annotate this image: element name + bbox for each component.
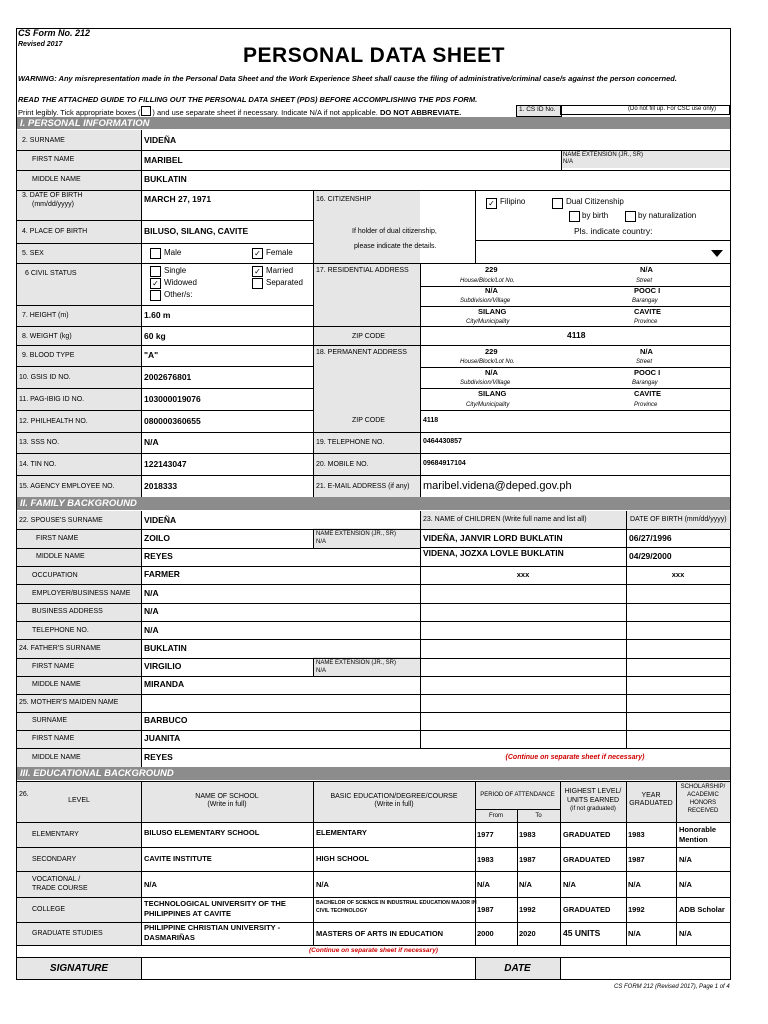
spouse-middle-name-label: MIDDLE NAME — [36, 553, 85, 560]
perm-street[interactable]: N/A — [640, 347, 653, 356]
print-legibly-part2: ) and use separate sheet if necessary. Indicate N/A if not applicable. — [152, 108, 378, 117]
dual-citizenship-label: Dual Citizenship — [566, 197, 624, 206]
father-first-name-value[interactable]: VIRGILIO — [144, 661, 182, 671]
mobile-value[interactable]: 09684917104 — [423, 460, 466, 467]
edu-school-graduate[interactable]: PHILIPPINE CHRISTIAN UNIVERSITY - — [144, 923, 281, 932]
occupation-label: OCCUPATION — [32, 572, 78, 579]
edu-level-college: COLLEGE — [32, 906, 66, 913]
telephone-label: 19. TELEPHONE NO. — [316, 439, 385, 446]
col-course-header: BASIC EDUCATION/DEGREE/COURSE — [330, 793, 458, 800]
education-continue-note: (Continue on separate sheet if necessary) — [309, 947, 438, 954]
res-street-caption: Street — [636, 278, 653, 284]
col-highest-header-3: (if not graduated) — [570, 806, 616, 812]
father-surname-value[interactable]: BUKLATIN — [144, 643, 187, 653]
edu-year-elementary[interactable]: 1983 — [628, 830, 645, 839]
edu-to-elementary[interactable]: 1983 — [519, 830, 536, 839]
edu-year-secondary[interactable]: 1987 — [628, 855, 645, 864]
form-number: CS Form No. 212 — [18, 28, 91, 38]
married-label: Married — [266, 266, 294, 275]
cs-id-label: 1. CS ID No. — [519, 106, 556, 113]
filipino-checkbox[interactable]: ✓ — [486, 198, 497, 209]
edu-to-college[interactable]: 1992 — [519, 905, 536, 914]
weight-value[interactable]: 60 kg — [144, 331, 166, 341]
father-middle-name-label: MIDDLE NAME — [32, 681, 81, 688]
father-name-ext-label: NAME EXTENSION (JR., SR) — [316, 660, 397, 666]
child-name-2[interactable]: VIDENA, JOZXA LOVLE BUKLATIN — [423, 548, 564, 558]
page-title: PERSONAL DATA SHEET — [243, 44, 505, 67]
mother-middle-name-value[interactable]: REYES — [144, 752, 173, 762]
edu-honors-graduate[interactable]: N/A — [679, 929, 692, 938]
mobile-label: 20. MOBILE NO. — [316, 461, 369, 468]
single-label: Single — [164, 266, 187, 275]
edu-honors-secondary[interactable]: N/A — [679, 855, 692, 864]
dob-value[interactable]: MARCH 27, 1971 — [144, 194, 212, 204]
res-street[interactable]: N/A — [640, 265, 653, 274]
res-province[interactable]: CAVITE — [634, 307, 661, 316]
surname-value[interactable]: VIDEÑA — [144, 135, 177, 145]
warning-text: WARNING: Any misrepresentation made in the Personal Data Sheet and the Work Experience Sheet shall cause the filing of administrative/criminal case/s against the person concerned. — [18, 74, 677, 83]
separated-checkbox[interactable] — [252, 278, 263, 289]
female-checkbox[interactable]: ✓ — [252, 248, 263, 259]
father-name-ext-value[interactable]: N/A — [316, 668, 327, 674]
pagibig-label: 11. PAG-IBIG ID NO. — [19, 396, 85, 403]
by-birth-checkbox[interactable] — [569, 211, 580, 222]
employer-value[interactable]: N/A — [144, 588, 159, 598]
child-dob-3[interactable]: xxx — [671, 570, 685, 579]
edu-to-secondary[interactable]: 1987 — [519, 855, 536, 864]
col-level-header: LEVEL — [68, 797, 90, 804]
res-city-caption: City/Municipality — [466, 319, 510, 325]
edu-from-college[interactable]: 1987 — [477, 905, 494, 914]
edu-course-secondary[interactable]: HIGH SCHOOL — [316, 854, 369, 863]
edu-honors-elementary[interactable]: Honorable — [679, 825, 717, 834]
tin-label: 14. TIN NO. — [19, 461, 57, 468]
indicate-country-label: Pls. indicate country: — [574, 226, 653, 236]
edu-year-vocational[interactable]: N/A — [628, 880, 641, 889]
child-name-3[interactable]: xxx — [516, 570, 530, 579]
edu-course-graduate[interactable]: MASTERS OF ARTS IN EDUCATION — [316, 929, 444, 938]
edu-course-elementary[interactable]: ELEMENTARY — [316, 828, 367, 837]
permanent-address-label: 18. PERMANENT ADDRESS — [316, 349, 407, 356]
business-address-value[interactable]: N/A — [144, 606, 159, 616]
edu-highest-secondary[interactable]: GRADUATED — [563, 855, 611, 864]
spouse-name-ext-value[interactable]: N/A — [316, 539, 327, 545]
tin-value[interactable]: 122143047 — [144, 459, 187, 469]
page-note: CS FORM 212 (Revised 2017), Page 1 of 4 — [614, 984, 730, 990]
filipino-label: Filipino — [500, 197, 526, 206]
spouse-middle-name-value[interactable]: REYES — [144, 551, 173, 561]
date-label: DATE — [504, 963, 531, 974]
blood-type-label: 9. BLOOD TYPE — [22, 352, 75, 359]
father-first-name-label: FIRST NAME — [32, 663, 75, 670]
section-title-education: III. EDUCATIONAL BACKGROUND — [20, 768, 174, 779]
col-honors-header-2: ACADEMIC — [687, 792, 719, 798]
male-checkbox[interactable] — [150, 248, 161, 259]
dual-citizenship-checkbox[interactable] — [552, 198, 563, 209]
others-checkbox[interactable] — [150, 290, 161, 301]
csc-use-note: (Do not fill up. For CSC use only) — [628, 106, 717, 112]
mother-surname-value[interactable]: BARBUCO — [144, 715, 188, 725]
col-from-header: From — [489, 813, 503, 819]
agency-no-value[interactable]: 2018333 — [144, 481, 178, 491]
civil-status-label: 6 CIVIL STATUS — [25, 270, 77, 277]
res-subdivision-caption: Subdivision/Village — [460, 298, 511, 304]
female-label: Female — [266, 248, 293, 257]
do-not-abbreviate: DO NOT ABBREVIATE. — [379, 108, 462, 117]
spouse-telephone-label: TELEPHONE NO. — [32, 627, 89, 634]
col-honors-header-3: HONORS — [689, 800, 717, 806]
col-school-subheader: (Write in full) — [207, 801, 247, 808]
read-guide-text: READ THE ATTACHED GUIDE TO FILLING OUT THE PERSONAL DATA SHEET (PDS) BEFORE ACCOMPLISHING THE PDS FORM. — [18, 95, 478, 104]
email-value[interactable]: maribel.videna@deped.gov.ph — [423, 480, 572, 492]
country-dropdown-chevron-icon[interactable] — [711, 250, 723, 257]
edu-level-secondary: SECONDARY — [32, 856, 77, 863]
sss-value[interactable]: N/A — [144, 437, 159, 447]
edu-level-vocational-2: TRADE COURSE — [32, 885, 88, 892]
perm-street-caption: Street — [636, 359, 653, 365]
blood-type-value[interactable]: "A" — [144, 350, 159, 360]
spouse-surname-label: 22. SPOUSE'S SURNAME — [19, 517, 103, 524]
weight-label: 8. WEIGHT (kg) — [22, 333, 72, 340]
spouse-first-name-value[interactable]: ZOILO — [144, 533, 170, 543]
single-checkbox[interactable] — [150, 266, 161, 277]
others-label: Other/s: — [164, 290, 193, 299]
child-dob-1[interactable]: 06/27/1996 — [629, 533, 672, 543]
dual-note-1: If holder of dual citizenship, — [352, 228, 437, 235]
middle-name-value[interactable]: BUKLATIN — [144, 174, 187, 184]
edu-honors-college[interactable]: ADB Scholar — [679, 905, 725, 914]
by-naturalization-checkbox[interactable] — [625, 211, 636, 222]
perm-city[interactable]: SILANG — [478, 389, 507, 398]
edu-year-graduate[interactable]: N/A — [628, 929, 641, 938]
edu-highest-elementary[interactable]: GRADUATED — [563, 830, 611, 839]
residential-address-label: 17. RESIDENTIAL ADDRESS — [316, 267, 409, 274]
edu-highest-college[interactable]: GRADUATED — [563, 905, 611, 914]
by-birth-label: by birth — [582, 211, 609, 220]
edu-from-graduate[interactable]: 2000 — [477, 929, 494, 938]
dual-note-2: please indicate the details. — [354, 243, 437, 250]
children-dob-header: DATE OF BIRTH (mm/dd/yyyy) — [630, 516, 727, 523]
dob-format: (mm/dd/yyyy) — [32, 201, 74, 208]
perm-subdivision-caption: Subdivision/Village — [460, 380, 511, 386]
edu-school-graduate-2[interactable]: DASMARIÑAS — [144, 933, 195, 942]
spouse-name-ext-label: NAME EXTENSION (JR., SR) — [316, 531, 397, 537]
widowed-label: Widowed — [164, 278, 197, 287]
edu-honors-elementary-2[interactable]: Mention — [679, 835, 708, 844]
business-address-label: BUSINESS ADDRESS — [32, 608, 103, 615]
col-period-header: PERIOD OF ATTENDANCE — [480, 792, 555, 798]
mother-first-name-label: FIRST NAME — [32, 735, 75, 742]
sex-label: 5. SEX — [22, 250, 44, 257]
col-school-header: NAME OF SCHOOL — [195, 793, 259, 800]
edu-course-college[interactable]: BACHELOR OF SCIENCE IN INDUSTRIAL EDUCATION MAJOR IN — [316, 900, 477, 906]
height-label: 7. HEIGHT (m) — [22, 312, 69, 319]
edu-to-vocational[interactable]: N/A — [519, 880, 532, 889]
philhealth-value[interactable]: 080000360655 — [144, 416, 201, 426]
edu-to-graduate[interactable]: 2020 — [519, 929, 536, 938]
gsis-label: 10. GSIS ID NO. — [19, 374, 71, 381]
pagibig-value[interactable]: 103000019076 — [144, 394, 201, 404]
signature-field[interactable] — [142, 958, 474, 979]
name-ext-value[interactable]: N/A — [563, 159, 574, 165]
first-name-value[interactable]: MARIBEL — [144, 155, 183, 165]
spouse-surname-value[interactable]: VIDEÑA — [144, 515, 177, 525]
col-to-header: To — [535, 813, 542, 819]
perm-barangay-caption: Barangay — [632, 380, 658, 386]
middle-name-label: MIDDLE NAME — [32, 176, 81, 183]
edu-from-vocational[interactable]: N/A — [477, 880, 490, 889]
res-subdivision[interactable]: N/A — [485, 286, 498, 295]
edu-level-vocational: VOCATIONAL / — [32, 876, 81, 883]
child-name-1[interactable]: VIDEÑA, JANVIR LORD BUKLATIN — [423, 533, 563, 543]
res-city[interactable]: SILANG — [478, 307, 507, 316]
mother-maiden-name-label: 25. MOTHER'S MAIDEN NAME — [19, 699, 119, 706]
col-highest-header-1: HIGHEST LEVEL/ — [564, 788, 622, 795]
edu-level-elementary: ELEMENTARY — [32, 831, 79, 838]
edu-school-college[interactable]: TECHNOLOGICAL UNIVERSITY OF THE — [144, 899, 286, 908]
gsis-value[interactable]: 2002676801 — [144, 372, 192, 382]
form-revision: Revised 2017 — [18, 41, 63, 48]
surname-label: 2. SURNAME — [22, 137, 65, 144]
res-province-caption: Province — [634, 319, 658, 325]
edu-course-college-2[interactable]: CIVIL TECHNOLOGY — [316, 908, 368, 914]
res-barangay[interactable]: POOC I — [634, 286, 661, 295]
col-honors-header-4: RECEIVED — [687, 808, 719, 814]
edu-from-secondary[interactable]: 1983 — [477, 855, 494, 864]
edu-course-vocational[interactable]: N/A — [316, 880, 329, 889]
perm-house[interactable]: 229 — [485, 347, 498, 356]
signature-label: SIGNATURE — [49, 963, 109, 974]
child-dob-2[interactable]: 04/29/2000 — [629, 551, 672, 561]
res-zip-value[interactable]: 4118 — [567, 330, 586, 340]
children-continue-note: (Continue on separate sheet if necessary) — [505, 754, 645, 761]
name-ext-label: NAME EXTENSION (JR., SR) — [563, 152, 644, 158]
citizenship-label: 16. CITIZENSHIP — [316, 196, 372, 203]
perm-subdivision[interactable]: N/A — [485, 368, 498, 377]
print-legibly-part1: Print legibly. Tick appropriate boxes ( — [18, 108, 141, 117]
philhealth-label: 12. PHILHEALTH NO. — [19, 418, 88, 425]
education-number: 26. — [19, 791, 29, 798]
section-title-personal: I. PERSONAL INFORMATION — [20, 118, 150, 129]
separated-label: Separated — [266, 278, 303, 287]
col-honors-header-1: SCHOLARSHIP/ — [680, 784, 726, 790]
mother-surname-label: SURNAME — [32, 717, 68, 724]
telephone-value[interactable]: 0464430857 — [423, 438, 462, 445]
widowed-checkbox[interactable]: ✓ — [150, 278, 161, 289]
col-year-header-2: GRADUATED — [629, 800, 673, 807]
married-checkbox[interactable]: ✓ — [252, 266, 263, 277]
perm-barangay[interactable]: POOC I — [634, 368, 661, 377]
res-house-caption: House/Block/Lot No. — [460, 278, 515, 284]
children-header: 23. NAME of CHILDREN (Write full name and list all) — [423, 516, 587, 523]
edu-highest-graduate[interactable]: 45 UNITS — [563, 928, 601, 938]
edu-year-college[interactable]: 1992 — [628, 905, 645, 914]
father-middle-name-value[interactable]: MIRANDA — [144, 679, 185, 689]
edu-highest-vocational[interactable]: N/A — [563, 880, 576, 889]
sss-label: 13. SSS NO. — [19, 439, 60, 446]
res-zip-label: ZIP CODE — [352, 333, 385, 340]
edu-level-graduate: GRADUATE STUDIES — [32, 930, 103, 937]
edu-honors-vocational[interactable]: N/A — [679, 880, 692, 889]
perm-zip-value[interactable]: 4118 — [423, 417, 439, 424]
first-name-label: FIRST NAME — [32, 156, 75, 163]
date-field[interactable] — [561, 958, 729, 979]
col-year-header-1: YEAR — [641, 792, 661, 799]
res-barangay-caption: Barangay — [632, 298, 658, 304]
perm-city-caption: City/Municipality — [466, 402, 510, 408]
mother-first-name-value[interactable]: JUANITA — [144, 733, 181, 743]
perm-province[interactable]: CAVITE — [634, 389, 661, 398]
perm-zip-label: ZIP CODE — [352, 417, 385, 424]
perm-province-caption: Province — [634, 402, 658, 408]
occupation-value[interactable]: FARMER — [144, 569, 180, 579]
edu-school-college-2[interactable]: PHILIPPINES AT CAVITE — [144, 909, 231, 918]
col-highest-header-2: UNITS EARNED — [566, 797, 620, 804]
edu-school-secondary[interactable]: CAVITE INSTITUTE — [144, 854, 212, 863]
col-course-subheader: (Write in full) — [374, 801, 414, 808]
dob-label: 3. DATE OF BIRTH — [22, 192, 83, 199]
spouse-first-name-label: FIRST NAME — [36, 535, 79, 542]
pob-value[interactable]: BILUSO, SILANG, CAVITE — [144, 226, 249, 236]
perm-house-caption: House/Block/Lot No. — [460, 359, 515, 365]
edu-school-elementary[interactable]: BILUSO ELEMENTARY SCHOOL — [144, 828, 260, 837]
spouse-telephone-value[interactable]: N/A — [144, 625, 159, 635]
res-house[interactable]: 229 — [485, 265, 498, 274]
height-value[interactable]: 1.60 m — [144, 310, 171, 320]
father-surname-label: 24. FATHER'S SURNAME — [19, 645, 101, 652]
male-label: Male — [164, 248, 182, 257]
pob-label: 4. PLACE OF BIRTH — [22, 228, 88, 235]
employer-label: EMPLOYER/BUSINESS NAME — [32, 590, 131, 597]
mother-middle-name-label: MIDDLE NAME — [32, 754, 81, 761]
section-title-family: II. FAMILY BACKGROUND — [20, 498, 137, 509]
by-naturalization-label: by naturalization — [638, 211, 697, 220]
agency-no-label: 15. AGENCY EMPLOYEE NO. — [19, 483, 115, 490]
email-label: 21. E-MAIL ADDRESS (if any) — [316, 483, 410, 490]
edu-from-elementary[interactable]: 1977 — [477, 830, 494, 839]
edu-school-vocational[interactable]: N/A — [144, 880, 157, 889]
